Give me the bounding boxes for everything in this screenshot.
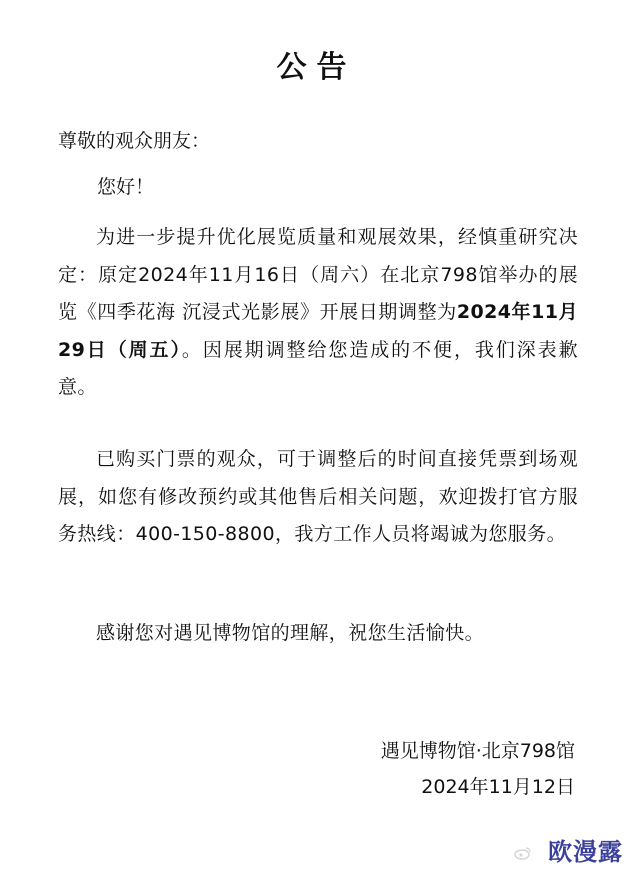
paragraph-thanks: 感谢您对遇见博物馆的理解，祝您生活愉快。 [96,622,485,644]
brand-watermark-logo: 欧漫露 [548,838,623,866]
salutation: 尊敬的观众朋友： [58,130,211,152]
new-opening-date: 2024年11月29日（周五） [58,301,578,361]
signature-date: 2024年11月12日 [421,776,575,798]
weibo-watermark-icon [514,846,532,860]
paragraph-schedule-text-b: 。因展期调整给您造成的不便，我们深表歉意。 [58,338,578,398]
paragraph-schedule-change [58,219,578,407]
greeting: 您好！ [97,176,155,198]
paragraph-schedule-text-a: 为进一步提升优化展览质量和观展效果，经慎重研究决定：原定2024年11月16日（周六）在北京798馆举办的展览《四季花海 沉浸式光影展》开展日期调整为 [58,226,578,323]
signature-block [381,733,575,805]
paragraph-ticket-info: 已购买门票的观众，可于调整后的时间直接凭票到场观展，如您有修改预约或其他售后相关问题，欢迎拨打官方服务热线：400-150-8800，我方工作人员将竭诚为您服务。 [58,448,578,545]
notice-title: 公告 [276,50,357,85]
signature-org: 遇见博物馆·北京798馆 [380,740,575,762]
